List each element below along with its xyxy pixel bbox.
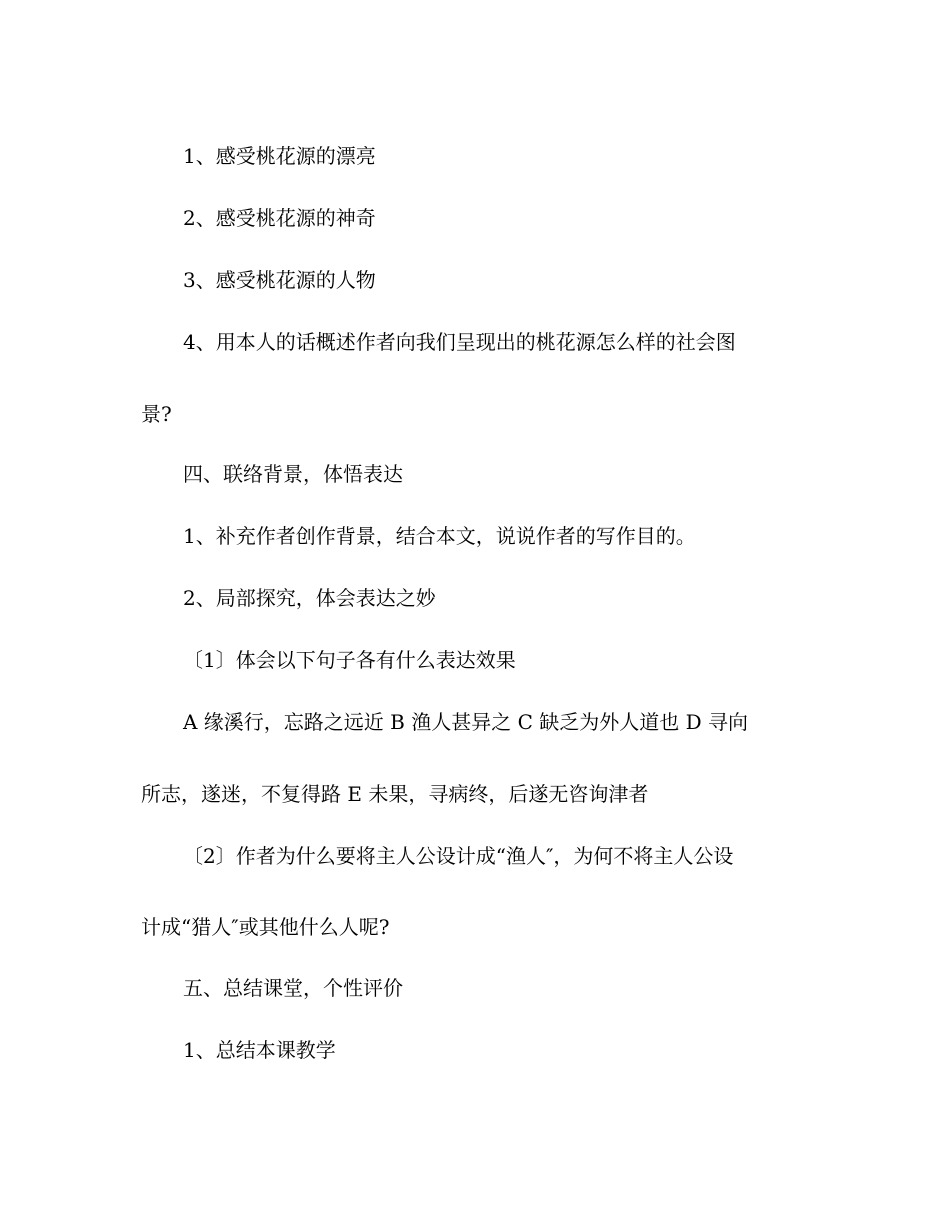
sentence-options-line-2: 所志，遂迷，不复得路 E 未果，寻病终，后遂无咨询津者 [141, 782, 649, 806]
sentence-options-line-1: A 缘溪行，忘路之远近 B 渔人甚异之 C 缺乏为外人道也 D 寻向 [183, 710, 748, 734]
list-item-4: 4、用本人的话概述作者向我们呈现出的桃花源怎么样的社会图 [183, 330, 736, 354]
list-item-1: 1、感受桃花源的漂亮 [183, 144, 376, 168]
sub-item-1: 〔1〕体会以下句子各有什么表达效果 [183, 648, 516, 672]
section-4-item-2: 2、局部探究，体会表达之妙 [183, 586, 436, 610]
section-heading-5: 五、总结课堂，个性评价 [183, 976, 403, 1000]
list-item-2: 2、感受桃花源的神奇 [183, 206, 376, 230]
section-heading-4: 四、联络背景，体悟表达 [183, 462, 403, 486]
section-5-item-1: 1、总结本课教学 [183, 1038, 336, 1062]
section-4-item-1: 1、补充作者创作背景，结合本文，说说作者的写作目的。 [183, 524, 696, 548]
list-item-3: 3、感受桃花源的人物 [183, 268, 376, 292]
list-item-4-continuation: 景? [141, 402, 172, 426]
sub-item-2: 〔2〕作者为什么要将主人公设计成“渔人″，为何不将主人公设 [183, 844, 734, 868]
sub-item-2-continuation: 计成“猎人″或其他什么人呢? [141, 915, 390, 939]
